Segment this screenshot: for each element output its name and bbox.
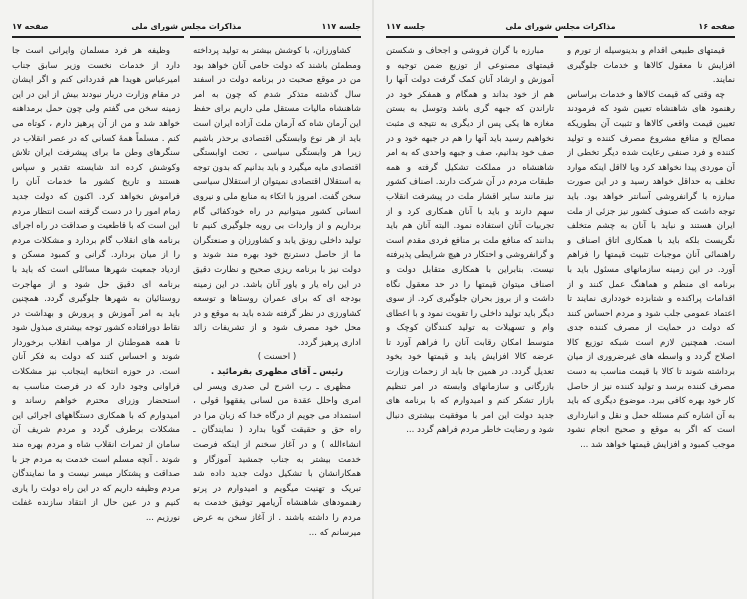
paragraph: مبارزه با گران فروشی و اجحاف و شکستن قیمتهای مصنوعی از توزیع ضمن توجیه و آموزش و ارشاد آنان کمک گرفت دولت آنها را هم از خود بداند و همگام و همفکر خود در تاراندن که جبهه گری باشد وتوسل به بستن مغازه ها یکی پس از دیگری به نتیجه ی مثبت نخواهیم رسید باید آنها را هم در جبهه خود و در صف خود بدانیم، صف و جبهه واحدی که به امر شاهنشاه در مملکت تشکیل گرفته و همه طبقات مردم در آن شرکت دارند. اصناف کشور نیز مانند سایر اقشار ملت در پیشرفت انقلاب سهم دارند و باید با آنان همکاری کرد و از تجربیات آنان استفاده نمود. البته آنان هم باید بدانند که منافع ملت بر منافع فردی مقدم است و گرانفروشی و احتکار در هیچ شرایطی پذیرفته نیست. بنابراین با همکاری متقابل دولت و اصناف میتوان قیمتها را در حد معقول نگاه داشت و از بروز بحران جلوگیری کرد. از سوی دیگر باید تولید داخلی را تقویت نمود و با اعطای وام و تسهیلات به تولید کنندگان کوچک و متوسط امکان رقابت آنان را فراهم آورد تا عرضه کالا افزایش یابد و قیمتها خود بخود تعدیل گردد. در همین جا باید از زحمات وزارت بازرگانی و سازمانهای وابسته در امر تنظیم بازار تشکر کنم و امیدوارم که با برنامه های جدید دولت این امر با موفقیت بیشتری دنبال شود و رضایت خاطر مردم فراهم گردد ... bbox=[386, 46, 554, 436]
session-number: جلسه ۱۱۷ bbox=[386, 22, 426, 31]
paragraph: کشاورزان، با کوشش بیشتر به تولید پرداخته ومطمئن باشند که دولت حامی آنان خواهد بود من در موقع صحبت در برنامه دولت در اسفند سال گذشته متذکر شدم که چون به امر شاهنشاه مالیات مستقل ملی داریم برای حفظ این آرمان شاه که آرمان ملت آزاده ایران است باید از هر نوع وابستگی اقتصادی برحذر باشیم زیرا هر وابستگی سیاسی ، تحت اوابستگی اقتصادی مایه میگیرد و باید بدانیم که بدون توجه به استقلال اقتصادی نمیتوان از استقلال سیاسی سخن گفت. امروز با اتکاء به منابع ملی و نیروی انسانی کشور میتوانیم در راه خودکفائی گام برداریم و از واردات بی رویه جلوگیری کنیم تا تولید داخلی رونق یابد و کشاورزان و صنعتگران ما از حاصل دسترنج خود بهره مند شوند و دولت نیز با برنامه ریزی صحیح و نظارت دقیق در این راه یار و یاور آنان باشد. در این زمینه بودجه ای که برای عمران روستاها و توسعه کشاورزی در نظر گرفته شده باید به موقع و در محل خود مصرف شود و از تشریفات زائد اداری پرهیز گردد. bbox=[193, 46, 361, 348]
page-number: صفحه ۱۷ bbox=[12, 22, 49, 31]
applause-note: ( احسنت ) bbox=[257, 352, 297, 363]
paragraph: وظیفه هر فرد مسلمان وایرانی است جا دارد از خدمات نخست وزیر سابق جناب امیرعباس هویدا هم قدردانی کنم و اگر ایشان در مقام وزارت دربار نبودند بیش از این در این زمینه سخن می گفتم ولی چون حمل برمداهنه خواهد شد و من از آن پرهیز دارم ، کوتاه می کنم . مسلماً همهٔ کسانی که در عصر انقلاب در سنگرهای وطن ما برای پیشرفت ایران تلاش وکوشش کرده اند شایسته تقدیر و سپاس هستند و تاریخ کشور ما خدمات آنان را فراموش نخواهد کرد. اکنون که دولت جدید زمام امور را در دست گرفته است انتظار مردم این است که با قاطعیت و صداقت در راه اجرای برنامه های انقلاب گام بردارد و مشکلات مردم را از میان بردارد. گرانی و کمبود مسکن و ازدیاد جمعیت شهرها مسائلی است که باید با برنامه ای دقیق حل شود و از مهاجرت روستائیان به شهرها جلوگیری گردد. همچنین باید به امر آموزش و پرورش و بهداشت در نقاط دورافتاده کشور توجه بیشتری مبذول شود تا همه هموطنان از مواهب انقلاب برخوردار شوند و احساس کنند که دولت به فکر آنان است. در حوزه انتخابیه اینجانب نیز مشکلات فراوانی وجود دارد که در فرصت مناسب به استحضار وزرای محترم خواهم رساند و امیدوارم که با همکاری دستگاههای اجرائی این مشکلات برطرف گردد و مردم شریف آن سامان از ثمرات انقلاب شاه و مردم بهره مند شوند . آنچه مسلم است خدمت به مردم جز با صداقت و پشتکار میسر نیست و ما نمایندگان مردم وظیفه داریم که در این راه دولت را یاری کنیم و در عین حال از انتقاد سازنده غفلت نورزیم ... bbox=[12, 46, 180, 523]
speech-paragraph: مظهری ـ رب اشرح لی صدری ویسر لی امری واحلل عقدة من لسانی یفقهوا قولی ، استمداد می جویم از درگاه خدا که زبان مرا در راه حق و حقیقت گویا بدارد ( نمایندگان ـ انشاءالله ) و در آغاز سخنم از اینکه فرصت خدمت بیشتر به جناب جمشید آموزگار و همکارانشان با تشکیل دولت جدید داده شد تبریک و تهنیت میگویم و امیدوارم در پرتو رهنمودهای شاهنشاه آریامهر توفیق خدمت به مردم را داشته باشند . از آغاز سخن به عرض میرسانم که ... bbox=[193, 381, 361, 538]
page-17 bbox=[0, 0, 373, 599]
text-column-right bbox=[567, 44, 735, 592]
text-column-right bbox=[193, 44, 361, 592]
text-column-left bbox=[12, 44, 180, 592]
running-title: مذاکرات مجلس شورای ملی bbox=[131, 22, 242, 31]
session-number: جلسه ۱۱۷ bbox=[321, 22, 361, 31]
page-16 bbox=[374, 0, 747, 599]
page-header bbox=[386, 22, 735, 34]
speaker-call: رئیس ـ آقای مظهری بفرمائید . bbox=[210, 367, 344, 378]
running-title: مذاکرات مجلس شورای ملی bbox=[505, 22, 616, 31]
page-number: صفحه ۱۶ bbox=[698, 22, 735, 31]
paragraph: قیمتهای طبیعی اقدام و بدینوسیله از تورم و افزایش نا معقول کالاها و خدمات جلوگیری نمایند. bbox=[567, 46, 735, 86]
page-header bbox=[12, 22, 361, 34]
text-column-left bbox=[386, 44, 554, 592]
paragraph: چه وقتی که قیمت کالاها و خدمات براساس رهنمود های شاهنشاه تعیین شود که فرمودند تعیین قیمت واقعی کالاها و تثبیت آن بطوریکه مصالح و منافع مشروع مصرف کننده و تولید کننده و فرد صنفی رعایت شده دیگر تخطی از آن موردی پیدا نخواهد کرد ویا لااقل اینکه موارد تخلف به حداقل خواهد رسید و در این صورت مبارزه با گرانفروشی آسانتر خواهد بود. باید توجه داشت که صنوف کشور نیز جزئی از ملت ایران هستند و نباید با آنان به چشم متخلف نگریست بلکه باید با همکاری اتاق اصناف و راهنمائی آنان موجبات تثبیت قیمتها را فراهم آورد. در این زمینه سازمانهای مسئول باید با برنامه ای منظم و هماهنگ عمل کنند و از اقدامات پراکنده و شتابزده خودداری نمایند تا اعتماد عمومی جلب شود و مردم احساس کنند که دولت در حمایت از مصرف کننده جدی است. همچنین لازم است شبکه توزیع کالا اصلاح گردد و واسطه های غیرضروری از میان برداشته شوند تا کالا با قیمت مناسب به دست مصرف کننده برسد و تولید کننده نیز از حاصل کار خود بهره کافی ببرد. موضوع دیگری که باید به آن اشاره کنم مسئله حمل و نقل و انبارداری است که اگر به موقع و صحیح انجام نشود موجب کمبود و افزایش قیمتها خواهد شد ... bbox=[567, 89, 735, 451]
